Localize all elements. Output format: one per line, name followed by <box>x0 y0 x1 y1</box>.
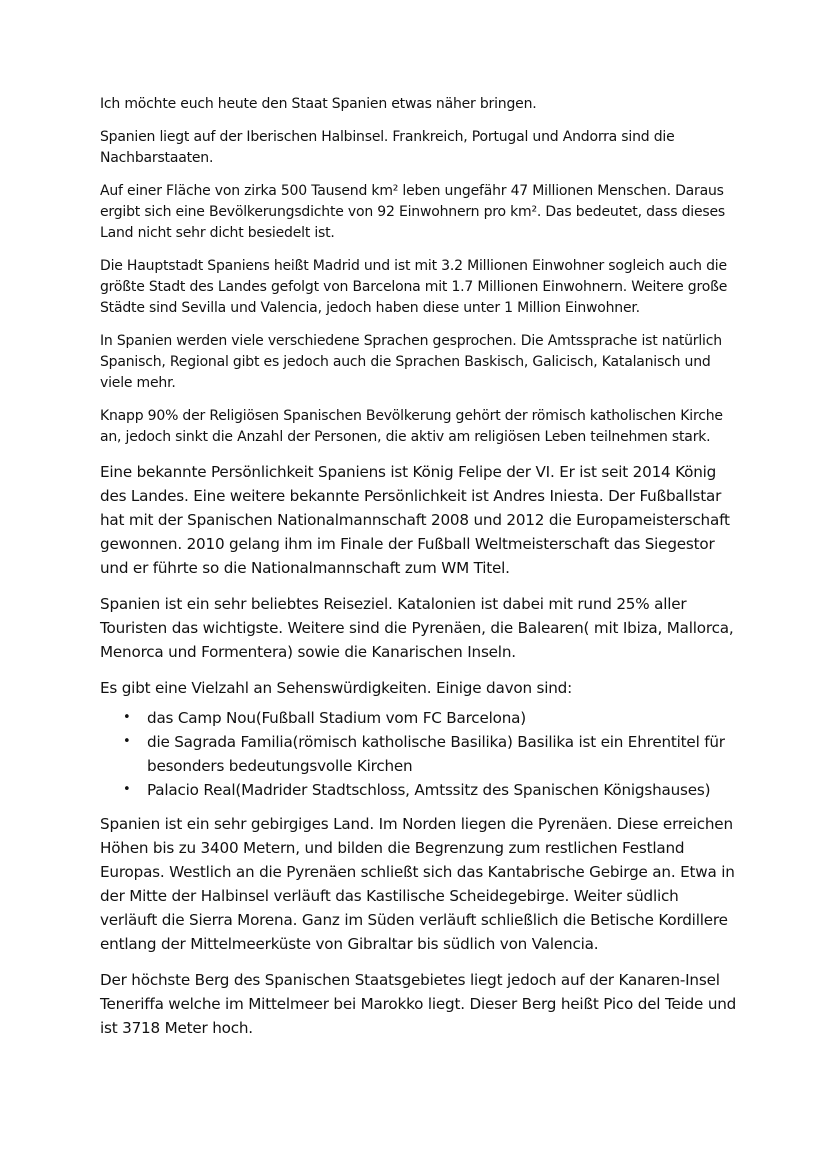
sights-list <box>100 706 740 802</box>
bullet-icon: • <box>123 710 131 725</box>
bullet-icon: • <box>123 734 131 749</box>
paragraph-highest-mountain: Der höchste Berg des Spanischen Staatsgebietes liegt jedoch auf der Kanaren-Insel Teneriffa welche im Mittelmeer bei Marokko liegt. Dieser Berg heißt Pico del Teide und ist 3718 Meter hoch. <box>100 971 737 1037</box>
paragraph-capital: Die Hauptstadt Spaniens heißt Madrid und ist mit 3.2 Millionen Einwohner sogleich auch die größte Stadt des Landes gefolgt von Barcelona mit 1.7 Millionen Einwohnern. Weitere große Städte sind Sevilla und Valencia, jedoch haben diese unter 1 Million Einwohner. <box>100 258 728 316</box>
paragraph-geography: Spanien ist ein sehr gebirgiges Land. Im Norden liegen die Pyrenäen. Diese erreichen Höhen bis zu 3400 Metern, und bilden die Begrenzung zum restlichen Festland Europas. Westlich an die Pyrenäen schließt sich das Kantabrische Gebirge an. Etwa in der Mitte der Halbinsel verläuft das Kastilische Scheidegebirge. Weiter südlich verläuft die Sierra Morena. Ganz im Süden verläuft schließlich die Betische Kordillere entlang der Mittelmeerküste von Gibraltar bis südlich von Valencia. <box>100 815 735 953</box>
paragraph-sights-intro: Es gibt eine Vielzahl an Sehenswürdigkeiten. Einige davon sind: <box>100 679 573 697</box>
list-item-text: die Sagrada Familia(römisch katholische Basilika) Basilika ist ein Ehrentitel für besonders bedeutungsvolle Kirchen <box>147 733 725 775</box>
bullet-icon: • <box>123 782 131 797</box>
list-item-text: Palacio Real(Madrider Stadtschloss, Amtssitz des Spanischen Königshauses) <box>147 781 711 799</box>
paragraph-personalities: Eine bekannte Persönlichkeit Spaniens ist König Felipe der VI. Er ist seit 2014 König des Landes. Eine weitere bekannte Persönlichkeit ist Andres Iniesta. Der Fußballstar hat mit der Spanischen Nationalmannschaft 2008 und 2012 die Europameisterschaft gewonnen. 2010 gelang ihm im Finale der Fußball Weltmeisterschaft das Siegestor und er führte so die Nationalmannschaft zum WM Titel. <box>100 463 730 577</box>
paragraph-intro: Ich möchte euch heute den Staat Spanien etwas näher bringen. <box>100 96 537 112</box>
list-item <box>100 778 740 802</box>
document-page <box>100 94 740 1052</box>
paragraph-languages: In Spanien werden viele verschiedene Sprachen gesprochen. Die Amtssprache ist natürlich Spanisch, Regional gibt es jedoch auch die Sprachen Baskisch, Galicisch, Katalanisch und viele mehr. <box>100 333 722 391</box>
paragraph-population: Auf einer Fläche von zirka 500 Tausend km² leben ungefähr 47 Millionen Menschen. Daraus ergibt sich eine Bevölkerungsdichte von 92 Einwohnern pro km². Das bedeutet, dass dieses Land nicht sehr dicht besiedelt ist. <box>100 183 725 241</box>
list-item-text: das Camp Nou(Fußball Stadium vom FC Barcelona) <box>147 709 526 727</box>
list-item <box>100 706 740 730</box>
paragraph-location: Spanien liegt auf der Iberischen Halbinsel. Frankreich, Portugal und Andorra sind die Nachbarstaaten. <box>100 129 675 166</box>
paragraph-tourism: Spanien ist ein sehr beliebtes Reiseziel. Katalonien ist dabei mit rund 25% aller Touristen das wichtigste. Weitere sind die Pyrenäen, die Balearen( mit Ibiza, Mallorca, Menorca und Formentera) sowie die Kanarischen Inseln. <box>100 595 734 661</box>
paragraph-religion: Knapp 90% der Religiösen Spanischen Bevölkerung gehört der römisch katholischen Kirche an, jedoch sinkt die Anzahl der Personen, die aktiv am religiösen Leben teilnehmen stark. <box>100 408 723 445</box>
list-item <box>100 730 740 778</box>
